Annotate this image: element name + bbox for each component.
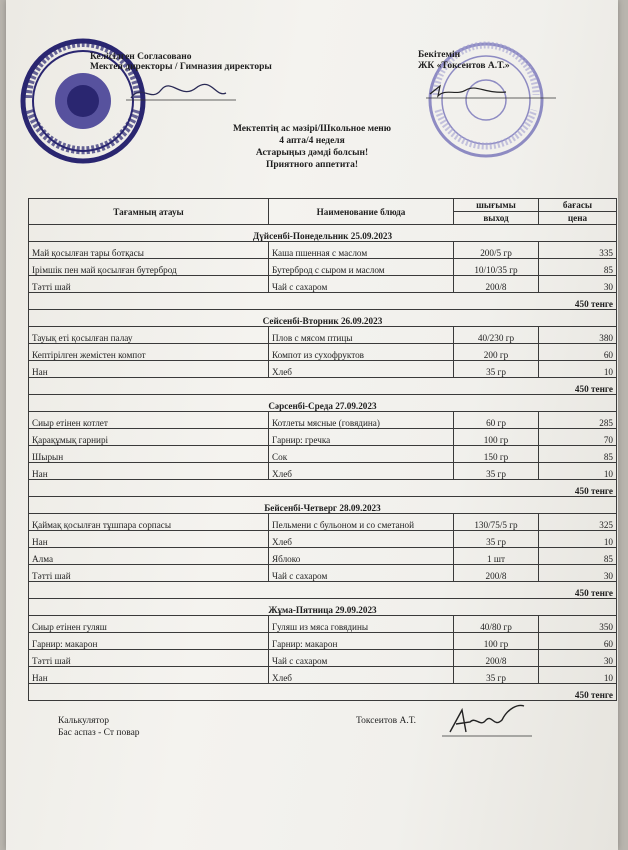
- menu-table: [28, 198, 617, 701]
- dish-name-ru: Хлеб: [269, 463, 454, 480]
- dish-price: 60: [539, 633, 617, 650]
- approved-left-line1: Келісілген Согласовано: [90, 52, 192, 62]
- table-row: [29, 276, 617, 293]
- dish-price: 30: [539, 650, 617, 667]
- day-title: Бейсенбі-Четверг 28.09.2023: [29, 497, 617, 514]
- table-row: [29, 565, 617, 582]
- dish-name-kz: Сиыр етінен гуляш: [29, 616, 269, 633]
- dish-portion: 1 шт: [454, 548, 539, 565]
- dish-price: 285: [539, 412, 617, 429]
- day-title: Сейсенбі-Вторник 26.09.2023: [29, 310, 617, 327]
- day-title: Дүйсенбі-Понедельник 25.09.2023: [29, 225, 617, 242]
- dish-price: 30: [539, 565, 617, 582]
- col-header-ru: Наименование блюда: [269, 199, 454, 225]
- dish-price: 10: [539, 531, 617, 548]
- dish-portion: 200 гр: [454, 344, 539, 361]
- day-total-row: [29, 293, 617, 310]
- dish-portion: 130/75/5 гр: [454, 514, 539, 531]
- dish-price: 60: [539, 344, 617, 361]
- dish-name-kz: Шырын: [29, 446, 269, 463]
- day-title: Сәрсенбі-Среда 27.09.2023: [29, 395, 617, 412]
- col-header-out-ru: выход: [454, 212, 539, 225]
- dish-name-kz: Тәтті шай: [29, 650, 269, 667]
- dish-price: 85: [539, 259, 617, 276]
- approved-right-line2: ЖК «Токсеитов А.Т.»: [418, 61, 510, 71]
- footer-chef: Бас аспаз - Ст повар: [58, 728, 140, 738]
- dish-portion: 35 гр: [454, 667, 539, 684]
- dish-name-kz: Қарақұмық гарнирі: [29, 429, 269, 446]
- dish-name-kz: Алма: [29, 548, 269, 565]
- col-header-price-kz: бағасы: [539, 199, 617, 212]
- dish-portion: 60 гр: [454, 412, 539, 429]
- dish-name-ru: Пельмени с бульоном и со сметаной: [269, 514, 454, 531]
- dish-portion: 100 гр: [454, 429, 539, 446]
- table-row: [29, 463, 617, 480]
- dish-name-ru: Компот из сухофруктов: [269, 344, 454, 361]
- footer-name: Токсеитов А.Т.: [356, 716, 416, 726]
- day-header-row: [29, 599, 617, 616]
- dish-name-ru: Сок: [269, 446, 454, 463]
- table-row: [29, 259, 617, 276]
- title-week: 4 апта/4 неделя: [279, 136, 345, 146]
- dish-price: 10: [539, 361, 617, 378]
- day-total-row: [29, 480, 617, 497]
- approved-left-line2: Мектеп директоры / Гимназия директоры: [90, 62, 272, 72]
- dish-name-ru: Бутерброд с сыром и маслом: [269, 259, 454, 276]
- title-greeting-kz: Астарыңыз дәмді болсын!: [255, 148, 369, 158]
- dish-portion: 40/80 гр: [454, 616, 539, 633]
- table-row: [29, 361, 617, 378]
- day-total: 450 тенге: [29, 293, 617, 310]
- dish-name-kz: Кептірілген жемістен компот: [29, 344, 269, 361]
- dish-name-kz: Нан: [29, 361, 269, 378]
- day-title: Жұма-Пятница 29.09.2023: [29, 599, 617, 616]
- day-total-row: [29, 582, 617, 599]
- approved-right-line1: Бекітемін: [418, 50, 461, 60]
- table-row: [29, 412, 617, 429]
- day-header-row: [29, 310, 617, 327]
- dish-name-ru: Гарнир: макарон: [269, 633, 454, 650]
- dish-portion: 35 гр: [454, 361, 539, 378]
- table-row: [29, 548, 617, 565]
- day-header-row: [29, 225, 617, 242]
- dish-name-ru: Котлеты мясные (говядина): [269, 412, 454, 429]
- day-total-row: [29, 378, 617, 395]
- dish-name-kz: Нан: [29, 463, 269, 480]
- dish-price: 335: [539, 242, 617, 259]
- table-row: [29, 616, 617, 633]
- dish-portion: 10/10/35 гр: [454, 259, 539, 276]
- col-header-out-kz: шығымы: [454, 199, 539, 212]
- dish-name-ru: Хлеб: [269, 667, 454, 684]
- day-total: 450 тенге: [29, 582, 617, 599]
- col-header-price-ru: цена: [539, 212, 617, 225]
- table-row: [29, 446, 617, 463]
- title-menu: Мектептің ас мәзірі/Школьное меню: [232, 124, 392, 134]
- dish-portion: 35 гр: [454, 531, 539, 548]
- dish-portion: 200/8: [454, 565, 539, 582]
- dish-portion: 35 гр: [454, 463, 539, 480]
- dish-price: 10: [539, 463, 617, 480]
- dish-price: 325: [539, 514, 617, 531]
- dish-portion: 200/8: [454, 276, 539, 293]
- dish-portion: 40/230 гр: [454, 327, 539, 344]
- dish-name-ru: Яблоко: [269, 548, 454, 565]
- dish-name-kz: Тауық еті қосылған палау: [29, 327, 269, 344]
- dish-price: 30: [539, 276, 617, 293]
- dish-price: 10: [539, 667, 617, 684]
- owner-signature: [426, 80, 556, 102]
- footer-calculator: Калькулятор: [58, 716, 110, 726]
- dish-portion: 200/8: [454, 650, 539, 667]
- day-total: 450 тенге: [29, 480, 617, 497]
- chef-signature: [442, 698, 532, 742]
- dish-name-ru: Гуляш из мяса говядины: [269, 616, 454, 633]
- table-row: [29, 650, 617, 667]
- dish-price: 85: [539, 446, 617, 463]
- dish-name-kz: Тәтті шай: [29, 276, 269, 293]
- dish-name-kz: Ірімшік пен май қосылған бутерброд: [29, 259, 269, 276]
- dish-name-kz: Май қосылған тары ботқасы: [29, 242, 269, 259]
- director-signature: [126, 78, 236, 108]
- day-total: 450 тенге: [29, 378, 617, 395]
- dish-name-ru: Гарнир: гречка: [269, 429, 454, 446]
- dish-name-ru: Плов с мясом птицы: [269, 327, 454, 344]
- document-page: [6, 0, 618, 850]
- dish-portion: 150 гр: [454, 446, 539, 463]
- title-greeting-ru: Приятного аппетита!: [265, 160, 358, 170]
- dish-name-kz: Қаймақ қосылған тұшпара сорпасы: [29, 514, 269, 531]
- day-total: 450 тенге: [29, 684, 617, 701]
- dish-name-kz: Тәтті шай: [29, 565, 269, 582]
- table-row: [29, 429, 617, 446]
- col-header-kz: Тағамның атауы: [29, 199, 269, 225]
- table-row: [29, 327, 617, 344]
- table-row: [29, 633, 617, 650]
- dish-price: 380: [539, 327, 617, 344]
- table-row: [29, 531, 617, 548]
- day-header-row: [29, 497, 617, 514]
- day-header-row: [29, 395, 617, 412]
- dish-portion: 200/5 гр: [454, 242, 539, 259]
- dish-name-ru: Хлеб: [269, 531, 454, 548]
- dish-name-ru: Каша пшенная с маслом: [269, 242, 454, 259]
- table-row: [29, 344, 617, 361]
- dish-price: 350: [539, 616, 617, 633]
- dish-name-kz: Гарнир: макарон: [29, 633, 269, 650]
- dish-price: 85: [539, 548, 617, 565]
- dish-name-kz: Нан: [29, 667, 269, 684]
- dish-price: 70: [539, 429, 617, 446]
- dish-portion: 100 гр: [454, 633, 539, 650]
- table-row: [29, 242, 617, 259]
- dish-name-ru: Хлеб: [269, 361, 454, 378]
- dish-name-ru: Чай с сахаром: [269, 276, 454, 293]
- dish-name-kz: Нан: [29, 531, 269, 548]
- table-row: [29, 514, 617, 531]
- dish-name-ru: Чай с сахаром: [269, 650, 454, 667]
- dish-name-kz: Сиыр етінен котлет: [29, 412, 269, 429]
- table-row: [29, 667, 617, 684]
- dish-name-ru: Чай с сахаром: [269, 565, 454, 582]
- table-header-row: [29, 199, 617, 212]
